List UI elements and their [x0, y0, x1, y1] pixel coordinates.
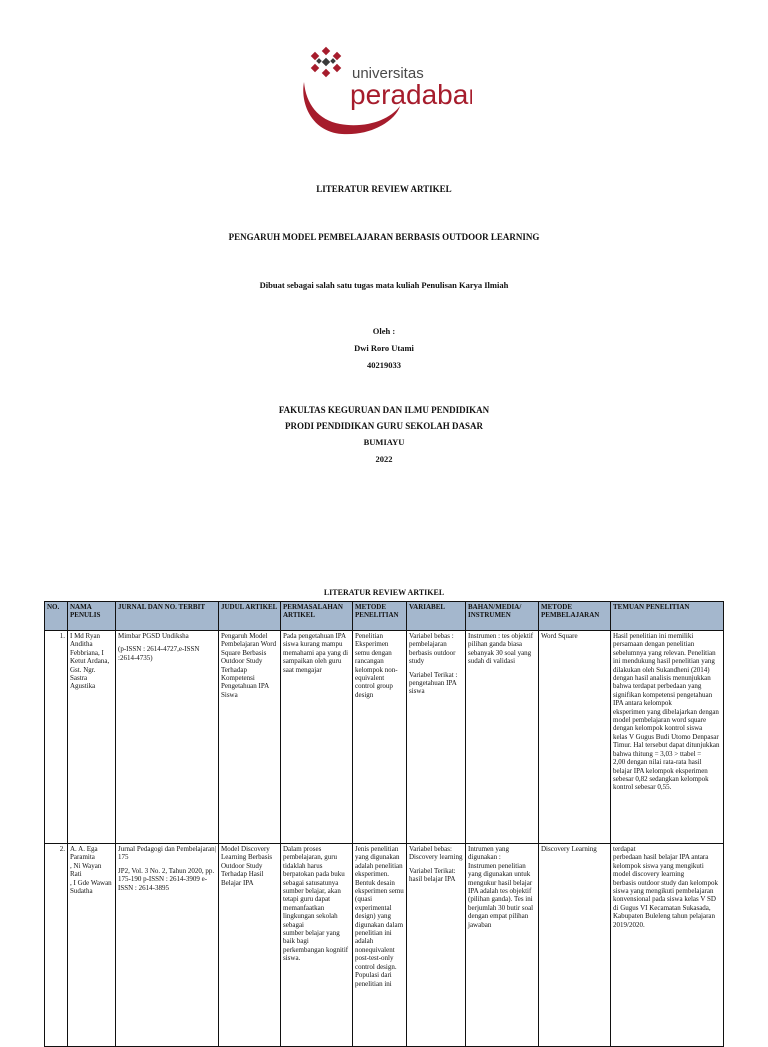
logo-line2: peradaban — [350, 79, 472, 110]
header-variabel: VARIABEL — [407, 602, 466, 631]
header-nama-penulis: NAMA PENULIS — [68, 602, 116, 631]
cell-jurnal-name: Mimbar PGSD Undiksha — [118, 632, 189, 640]
cell-metode: Penelitian Eksperimen semu dengan rancangan kelompok non-equivalent control group design — [353, 631, 407, 844]
cover-by-label: Oleh : — [372, 326, 396, 336]
cell-metode: Jenis penelitian yang digunakan adalah penelitian eksperimen. Bentuk desain eksperimen semu (quasi experimental design) yang digunakan dalam penelitian ini adalah nonequivalent post-test-only control design. Populasi dari penelitian ini — [353, 844, 407, 1047]
cell-jurnal — [116, 631, 219, 844]
cell-permasalahan: Pada pengetahuan IPA siswa kurang mampu memahami apa yang di sampaikan oleh guru saat mengajar — [281, 631, 353, 844]
cover-nim: 40219033 — [367, 360, 401, 370]
literature-review-table — [44, 601, 724, 1047]
cell-variabel-terikat: Variabel Terikat: hasil belajar IPA — [409, 866, 456, 884]
cell-temuan: Hasil penelitian ini memiliki persamaan dengan penelitian sebelumnya yang relevan. Penelitian ini mendukung hasil penelitian yang dilakukan oleh Sukandheni (2014) dengan hasil analisis menunjukkan bahwa terdapat perbedaan yang signifikan kompetensi pengetahuan IPA antara kelompok eksperimen yang dibelajarkan dengan model pembelajaran word square dengan kelompok kontrol siswa kelas V Gugus Budi Utomo Denpasar Timur. Hal tersebut dapat ditunjukkan bahwa thitung = 3,03 > ttabel = 2,00 dengan nilai rata-rata hasil belajar IPA kelompok eksperimen sebesar 0,82 sedangkan kelompok kontrol sebesar 0,55. — [611, 631, 724, 844]
cell-pembelajaran: Word Square — [539, 631, 611, 844]
cover-faculty: FAKULTAS KEGURUAN DAN ILMU PENDIDIKAN — [278, 405, 490, 415]
header-metode-pembelajaran: METODE PEMBELAJARAN — [539, 602, 611, 631]
table-title: LITERATUR REVIEW ARTIKEL — [323, 588, 445, 597]
cell-variabel-bebas: Variabel bebas: Discovery learning — [409, 845, 463, 862]
table-header-row — [45, 602, 724, 631]
cell-pembelajaran: Discovery Learning — [539, 844, 611, 1047]
table-row — [45, 631, 724, 844]
cover-purpose: Dibuat sebagai salah satu tugas mata kuliah Penulisan Karya Ilmiah — [259, 280, 509, 290]
cover-subtitle: PENGARUH MODEL PEMBELAJARAN BERBASIS OUTDOOR LEARNING — [228, 232, 540, 242]
cell-jurnal-name: Jurnal Pedagogi dan Pembelajaran| 175 — [118, 845, 217, 862]
cell-instrumen: Intrumen yang digunakan : Instrumen penelitian yang digunakan untuk mengukur hasil belajar IPA adalah tes objektif (pilihan ganda). Tes ini berjumlah 30 butir soal dengan empat pilihan jawaban — [466, 844, 539, 1047]
header-temuan: TEMUAN PENELITIAN — [611, 602, 724, 631]
cover-program: PRODI PENDIDIKAN GURU SEKOLAH DASAR — [284, 421, 484, 431]
logo-line1: universitas — [352, 65, 424, 82]
cell-no: 2. — [45, 844, 68, 1047]
university-logo — [296, 42, 472, 138]
cell-penulis: A. A. Ega Paramita , Ni Wayan Rati , I Gde Wawan Sudatha — [68, 844, 116, 1047]
cell-jurnal — [116, 844, 219, 1047]
cell-instrumen: Instrumen : tes objektif pilihan ganda biasa sebanyak 30 soal yang sudah di validasi — [466, 631, 539, 844]
cell-penulis: I Md Ryan Anditha Febbriana, I Ketut Ardana, Gst. Ngr. Sastra Agustika — [68, 631, 116, 844]
cell-variabel — [407, 631, 466, 844]
cell-permasalahan: Dalam proses pembelajaran, guru tidaklah harus berpatokan pada buku sebagai satusatunya sumber belajar, akan tetapi guru dapat memanfaatkan lingkungan sekolah sebagai sumber belajar yang baik bagi perkembangan kognitif siswa. — [281, 844, 353, 1047]
cell-variabel-terikat: Variabel Terikat : pengetahuan IPA siswa — [409, 670, 458, 696]
header-no: NO. — [45, 602, 68, 631]
cell-jurnal-issn: (p-ISSN : 2614-4727,e-ISSN :2614-4735) — [118, 645, 200, 662]
header-permasalahan: PERMASALAHAN ARTIKEL — [281, 602, 353, 631]
cell-no: 1. — [45, 631, 68, 844]
header-metode-penelitian: METODE PENELITIAN — [353, 602, 407, 631]
header-jurnal: JURNAL DAN NO. TERBIT — [116, 602, 219, 631]
cell-variabel — [407, 844, 466, 1047]
header-judul: JUDUL ARTIKEL — [219, 602, 281, 631]
cover-city: BUMIAYU — [363, 437, 405, 447]
cell-judul: Model Discovery Learning Berbasis Outdoor Study Terhadap Hasil Belajar IPA — [219, 844, 281, 1047]
cover-author: Dwi Roro Utami — [354, 343, 414, 353]
cell-judul: Pengaruh Model Pembelajaran Word Square Berbasis Outdoor Study Terhadap Kompetensi Pengetahuan IPA Siswa — [219, 631, 281, 844]
cover-year: 2022 — [375, 454, 393, 464]
cell-variabel-bebas: Variabel bebas : pembelajaran berbasis outdoor study — [409, 632, 456, 666]
cover-title: LITERATUR REVIEW ARTIKEL — [316, 184, 452, 194]
cell-temuan: terdapat perbedaan hasil belajar IPA antara kelompok siswa yang mengikuti model discovery learning berbasis outdoor study dan kelompok siswa yang mengikuti pembelajaran konvensional pada siswa kelas V SD di Gugus VI Kecamatan Sukasada, Kabupaten Buleleng tahun pelajaran 2019/2020. — [611, 844, 724, 1047]
header-instrumen: BAHAN/MEDIA/ INSTRUMEN — [466, 602, 539, 631]
logo-emblem-icon — [296, 42, 472, 138]
cell-jurnal-issn: JP2, Vol. 3 No. 2, Tahun 2020, pp. 175-190 p-ISSN : 2614-3909 e-ISSN : 2614-3895 — [118, 866, 215, 892]
table-row — [45, 844, 724, 1047]
